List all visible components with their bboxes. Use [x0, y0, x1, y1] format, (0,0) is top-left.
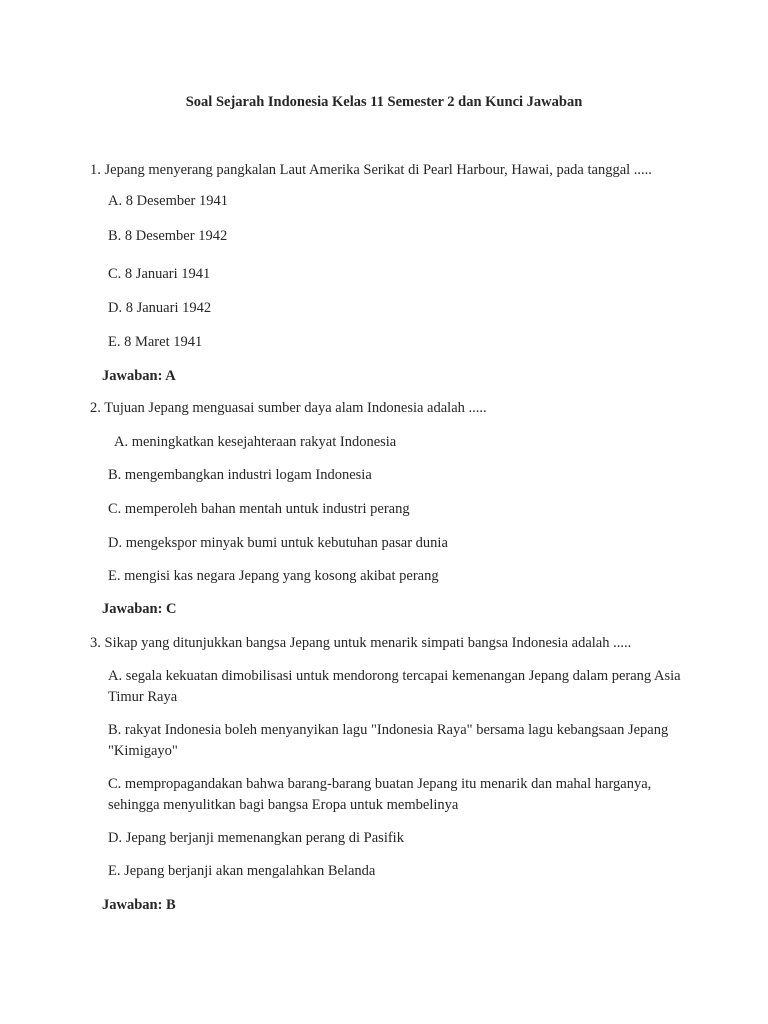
- question-3-option-a: A. segala kekuatan dimobilisasi untuk mendorong tercapai kemenangan Jepang dalam perang Asia Timur Raya: [108, 668, 681, 705]
- question-2-answer: Jawaban: C: [102, 601, 177, 617]
- question-1-text: 1. Jepang menyerang pangkalan Laut Amerika Serikat di Pearl Harbour, Hawai, pada tanggal .....: [90, 162, 652, 178]
- question-2-option-c: C. memperoleh bahan mentah untuk industri perang: [108, 501, 410, 517]
- question-3-option-b: B. rakyat Indonesia boleh menyanyikan lagu "Indonesia Raya" bersama lagu kebangsaan Jepang "Kimigayo": [108, 722, 669, 759]
- question-1-option-d: D. 8 Januari 1942: [108, 300, 212, 316]
- question-1-option-e: E. 8 Maret 1941: [108, 334, 203, 350]
- question-3-answer: Jawaban: B: [102, 897, 176, 913]
- question-2-option-e: E. mengisi kas negara Jepang yang kosong akibat perang: [108, 568, 439, 584]
- question-3-text: 3. Sikap yang ditunjukkan bangsa Jepang untuk menarik simpati bangsa Indonesia adalah .....: [90, 635, 632, 651]
- question-2-text: 2. Tujuan Jepang menguasai sumber daya alam Indonesia adalah .....: [90, 400, 487, 416]
- question-3-option-d: D. Jepang berjanji memenangkan perang di Pasifik: [108, 830, 404, 846]
- question-2-option-b: B. mengembangkan industri logam Indonesia: [108, 467, 372, 483]
- question-3-option-c: C. mempropagandakan bahwa barang-barang buatan Jepang itu menarik dan mahal harganya, sehingga menyulitkan bagi bangsa Eropa untuk membelinya: [108, 776, 652, 813]
- question-2-option-a: A. meningkatkan kesejahteraan rakyat Indonesia: [114, 434, 397, 450]
- question-2-option-d: D. mengekspor minyak bumi untuk kebutuhan pasar dunia: [108, 535, 448, 551]
- document-title: Soal Sejarah Indonesia Kelas 11 Semester 2 dan Kunci Jawaban: [185, 94, 583, 110]
- question-1-answer: Jawaban: A: [102, 368, 176, 384]
- question-3-option-e: E. Jepang berjanji akan mengalahkan Belanda: [108, 863, 376, 879]
- question-1-option-c: C. 8 Januari 1941: [108, 266, 211, 282]
- question-1-option-a: A. 8 Desember 1941: [108, 193, 229, 209]
- question-1-option-b: B. 8 Desember 1942: [108, 228, 228, 244]
